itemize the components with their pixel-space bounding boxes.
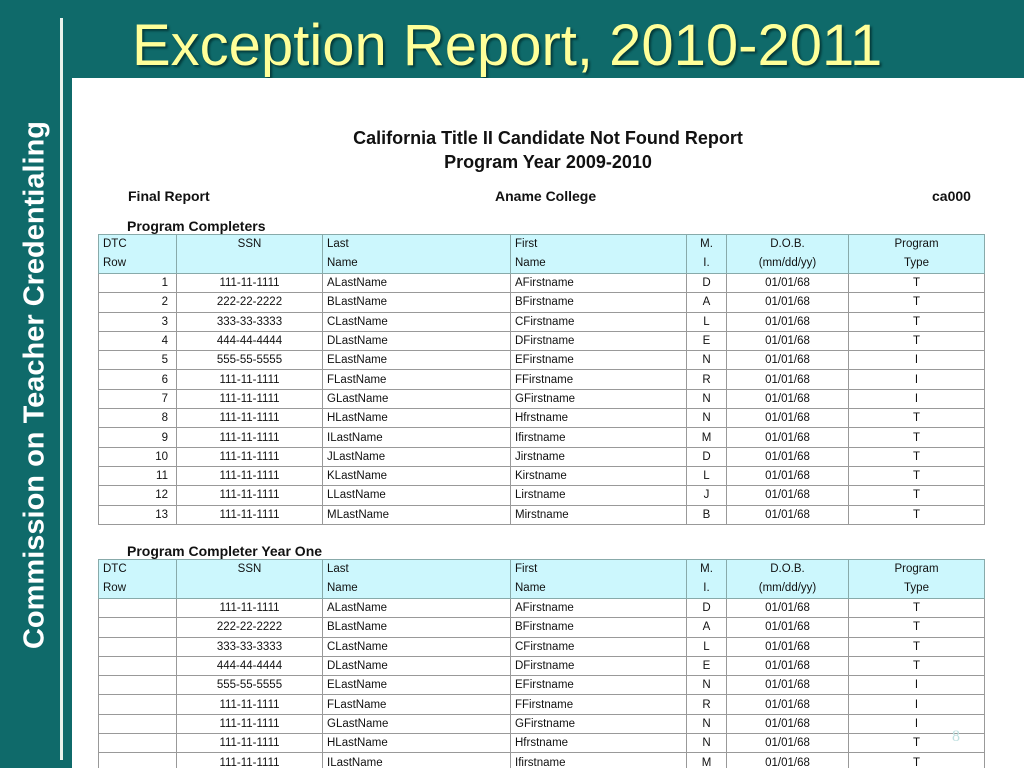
program-type-cell: T bbox=[849, 505, 985, 524]
dob-cell: 01/01/68 bbox=[727, 351, 849, 370]
ssn-header: SSN bbox=[177, 235, 323, 274]
ssn-cell: 111-11-1111 bbox=[177, 409, 323, 428]
dtc-row-cell: 1 bbox=[99, 274, 177, 293]
first-name-cell: AFirstname bbox=[511, 599, 687, 618]
last-name-cell: DLastName bbox=[323, 656, 511, 675]
table-header-row bbox=[99, 235, 985, 274]
middle-initial-cell: N bbox=[687, 389, 727, 408]
program-type-cell: I bbox=[849, 676, 985, 695]
middle-initial-header: M. I. bbox=[687, 235, 727, 274]
dtc-row-cell: 6 bbox=[99, 370, 177, 389]
dtc-row-cell: 8 bbox=[99, 409, 177, 428]
dtc-row-cell: 13 bbox=[99, 505, 177, 524]
dob-cell: 01/01/68 bbox=[727, 486, 849, 505]
program-type-cell: T bbox=[849, 486, 985, 505]
middle-initial-cell: M bbox=[687, 428, 727, 447]
last-name-cell: ELastName bbox=[323, 676, 511, 695]
table-row bbox=[99, 274, 985, 293]
ssn-cell: 111-11-1111 bbox=[177, 466, 323, 485]
table-row bbox=[99, 753, 985, 768]
middle-initial-cell: L bbox=[687, 637, 727, 656]
ssn-cell: 222-22-2222 bbox=[177, 618, 323, 637]
ssn-cell: 111-11-1111 bbox=[177, 599, 323, 618]
dob-cell: 01/01/68 bbox=[727, 505, 849, 524]
first-name-cell: BFirstname bbox=[511, 618, 687, 637]
first-name-cell: FFirstname bbox=[511, 370, 687, 389]
dtc-row-cell bbox=[99, 714, 177, 733]
dob-cell: 01/01/68 bbox=[727, 734, 849, 753]
dob-cell: 01/01/68 bbox=[727, 695, 849, 714]
middle-initial-cell: D bbox=[687, 274, 727, 293]
middle-initial-cell: N bbox=[687, 351, 727, 370]
ssn-cell: 111-11-1111 bbox=[177, 505, 323, 524]
program-type-header: Program Type bbox=[849, 235, 985, 274]
ssn-cell: 111-11-1111 bbox=[177, 714, 323, 733]
middle-initial-cell: D bbox=[687, 447, 727, 466]
dtc-row-cell: 11 bbox=[99, 466, 177, 485]
dob-cell: 01/01/68 bbox=[727, 293, 849, 312]
table-header-row bbox=[99, 560, 985, 599]
program-type-cell: T bbox=[849, 656, 985, 675]
last-name-cell: ILastName bbox=[323, 753, 511, 768]
report-subtitle: Program Year 2009-2010 bbox=[444, 152, 652, 172]
college-code: ca000 bbox=[932, 188, 971, 204]
dob-cell: 01/01/68 bbox=[727, 656, 849, 675]
last-name-cell: KLastName bbox=[323, 466, 511, 485]
ssn-cell: 444-44-4444 bbox=[177, 331, 323, 350]
program-type-cell: T bbox=[849, 599, 985, 618]
ssn-cell: 555-55-5555 bbox=[177, 351, 323, 370]
table-row bbox=[99, 714, 985, 733]
dob-cell: 01/01/68 bbox=[727, 447, 849, 466]
last-name-cell: BLastName bbox=[323, 293, 511, 312]
dtc-row-cell bbox=[99, 695, 177, 714]
last-name-cell: CLastName bbox=[323, 312, 511, 331]
dtc-row-cell bbox=[99, 656, 177, 675]
middle-initial-cell: E bbox=[687, 331, 727, 350]
last-name-cell: ALastName bbox=[323, 599, 511, 618]
dob-cell: 01/01/68 bbox=[727, 714, 849, 733]
ssn-cell: 111-11-1111 bbox=[177, 428, 323, 447]
last-name-header: Last Name bbox=[323, 235, 511, 274]
program-type-cell: I bbox=[849, 695, 985, 714]
middle-initial-cell: N bbox=[687, 409, 727, 428]
report-page bbox=[72, 78, 1024, 768]
ssn-header: SSN bbox=[177, 560, 323, 599]
last-name-cell: LLastName bbox=[323, 486, 511, 505]
first-name-cell: CFirstname bbox=[511, 637, 687, 656]
final-report-label: Final Report bbox=[128, 188, 210, 204]
first-name-cell: Ifirstname bbox=[511, 428, 687, 447]
ssn-cell: 222-22-2222 bbox=[177, 293, 323, 312]
middle-initial-cell: N bbox=[687, 734, 727, 753]
first-name-cell: GFirstname bbox=[511, 714, 687, 733]
dtc-row-cell: 9 bbox=[99, 428, 177, 447]
last-name-cell: GLastName bbox=[323, 714, 511, 733]
table-row bbox=[99, 370, 985, 389]
first-name-cell: DFirstname bbox=[511, 331, 687, 350]
dob-cell: 01/01/68 bbox=[727, 753, 849, 768]
table-row bbox=[99, 505, 985, 524]
ssn-cell: 111-11-1111 bbox=[177, 734, 323, 753]
dtc-row-cell bbox=[99, 676, 177, 695]
middle-initial-cell: D bbox=[687, 599, 727, 618]
dtc-row-header: DTC Row bbox=[99, 560, 177, 599]
middle-initial-cell: L bbox=[687, 312, 727, 331]
middle-initial-cell: E bbox=[687, 656, 727, 675]
dtc-row-cell bbox=[99, 753, 177, 768]
first-name-header: First Name bbox=[511, 560, 687, 599]
table-row bbox=[99, 466, 985, 485]
first-name-cell: Kirstname bbox=[511, 466, 687, 485]
middle-initial-header: M. I. bbox=[687, 560, 727, 599]
program-type-cell: T bbox=[849, 312, 985, 331]
middle-initial-cell: R bbox=[687, 695, 727, 714]
table-row bbox=[99, 293, 985, 312]
table-row bbox=[99, 409, 985, 428]
dob-cell: 01/01/68 bbox=[727, 409, 849, 428]
last-name-cell: GLastName bbox=[323, 389, 511, 408]
program-type-cell: I bbox=[849, 389, 985, 408]
first-name-cell: EFirstname bbox=[511, 676, 687, 695]
program-type-cell: T bbox=[849, 618, 985, 637]
dtc-row-cell: 12 bbox=[99, 486, 177, 505]
completers-table bbox=[98, 234, 985, 525]
dtc-row-cell: 2 bbox=[99, 293, 177, 312]
program-type-cell: I bbox=[849, 351, 985, 370]
dtc-row-cell bbox=[99, 599, 177, 618]
table-row bbox=[99, 637, 985, 656]
program-type-cell: T bbox=[849, 428, 985, 447]
section-title: Program Completer Year One bbox=[127, 543, 323, 559]
program-type-cell: T bbox=[849, 466, 985, 485]
first-name-cell: Hfrstname bbox=[511, 409, 687, 428]
dob-cell: 01/01/68 bbox=[727, 618, 849, 637]
year-one-table bbox=[98, 559, 985, 768]
first-name-cell: Ifirstname bbox=[511, 753, 687, 768]
dob-cell: 01/01/68 bbox=[727, 637, 849, 656]
table-row bbox=[99, 331, 985, 350]
ssn-cell: 333-33-3333 bbox=[177, 637, 323, 656]
last-name-cell: MLastName bbox=[323, 505, 511, 524]
slide-title: Exception Report, 2010-2011 bbox=[132, 13, 883, 78]
last-name-cell: ILastName bbox=[323, 428, 511, 447]
dtc-row-cell bbox=[99, 637, 177, 656]
first-name-cell: Jirstname bbox=[511, 447, 687, 466]
first-name-cell: Hfrstname bbox=[511, 734, 687, 753]
ssn-cell: 111-11-1111 bbox=[177, 447, 323, 466]
program-type-cell: T bbox=[849, 734, 985, 753]
ssn-cell: 111-11-1111 bbox=[177, 389, 323, 408]
first-name-cell: FFirstname bbox=[511, 695, 687, 714]
dob-cell: 01/01/68 bbox=[727, 370, 849, 389]
last-name-cell: DLastName bbox=[323, 331, 511, 350]
college-name: Aname College bbox=[495, 188, 597, 204]
middle-initial-cell: J bbox=[687, 486, 727, 505]
table-row bbox=[99, 389, 985, 408]
dtc-row-header: DTC Row bbox=[99, 235, 177, 274]
page-number: 8 bbox=[952, 728, 960, 745]
ssn-cell: 111-11-1111 bbox=[177, 486, 323, 505]
sidebar-label: Commission on Teacher Credentialing bbox=[18, 120, 51, 650]
table-row bbox=[99, 351, 985, 370]
dob-cell: 01/01/68 bbox=[727, 599, 849, 618]
last-name-cell: FLastName bbox=[323, 695, 511, 714]
dtc-row-cell: 4 bbox=[99, 331, 177, 350]
ssn-cell: 111-11-1111 bbox=[177, 753, 323, 768]
middle-initial-cell: N bbox=[687, 676, 727, 695]
dtc-row-cell: 10 bbox=[99, 447, 177, 466]
program-type-cell: T bbox=[849, 637, 985, 656]
middle-initial-cell: N bbox=[687, 714, 727, 733]
dob-header: D.O.B. (mm/dd/yy) bbox=[727, 560, 849, 599]
program-type-cell: T bbox=[849, 274, 985, 293]
table-row bbox=[99, 695, 985, 714]
dob-cell: 01/01/68 bbox=[727, 389, 849, 408]
program-type-cell: T bbox=[849, 331, 985, 350]
first-name-cell: Mirstname bbox=[511, 505, 687, 524]
middle-initial-cell: L bbox=[687, 466, 727, 485]
first-name-cell: EFirstname bbox=[511, 351, 687, 370]
table-row bbox=[99, 676, 985, 695]
last-name-cell: HLastName bbox=[323, 409, 511, 428]
table-row bbox=[99, 734, 985, 753]
program-type-cell: I bbox=[849, 714, 985, 733]
ssn-cell: 111-11-1111 bbox=[177, 274, 323, 293]
program-type-cell: T bbox=[849, 447, 985, 466]
first-name-cell: CFirstname bbox=[511, 312, 687, 331]
last-name-cell: FLastName bbox=[323, 370, 511, 389]
dob-cell: 01/01/68 bbox=[727, 331, 849, 350]
ssn-cell: 111-11-1111 bbox=[177, 695, 323, 714]
dtc-row-cell bbox=[99, 734, 177, 753]
last-name-cell: ALastName bbox=[323, 274, 511, 293]
last-name-cell: HLastName bbox=[323, 734, 511, 753]
first-name-cell: DFirstname bbox=[511, 656, 687, 675]
ssn-cell: 333-33-3333 bbox=[177, 312, 323, 331]
table-row bbox=[99, 312, 985, 331]
table-row bbox=[99, 618, 985, 637]
first-name-cell: AFirstname bbox=[511, 274, 687, 293]
sidebar-divider bbox=[60, 18, 63, 760]
last-name-cell: ELastName bbox=[323, 351, 511, 370]
dob-cell: 01/01/68 bbox=[727, 274, 849, 293]
ssn-cell: 111-11-1111 bbox=[177, 370, 323, 389]
middle-initial-cell: M bbox=[687, 753, 727, 768]
report-title: California Title II Candidate Not Found Report bbox=[353, 128, 743, 148]
last-name-cell: JLastName bbox=[323, 447, 511, 466]
ssn-cell: 555-55-5555 bbox=[177, 676, 323, 695]
first-name-cell: Lirstname bbox=[511, 486, 687, 505]
dob-header: D.O.B. (mm/dd/yy) bbox=[727, 235, 849, 274]
program-type-cell: I bbox=[849, 370, 985, 389]
dob-cell: 01/01/68 bbox=[727, 676, 849, 695]
dtc-row-cell: 3 bbox=[99, 312, 177, 331]
middle-initial-cell: A bbox=[687, 618, 727, 637]
program-type-cell: T bbox=[849, 753, 985, 768]
table-row bbox=[99, 447, 985, 466]
dob-cell: 01/01/68 bbox=[727, 466, 849, 485]
first-name-cell: GFirstname bbox=[511, 389, 687, 408]
dtc-row-cell: 5 bbox=[99, 351, 177, 370]
dob-cell: 01/01/68 bbox=[727, 428, 849, 447]
section-title: Program Completers bbox=[127, 218, 266, 234]
dob-cell: 01/01/68 bbox=[727, 312, 849, 331]
program-type-header: Program Type bbox=[849, 560, 985, 599]
ssn-cell: 444-44-4444 bbox=[177, 656, 323, 675]
last-name-header: Last Name bbox=[323, 560, 511, 599]
middle-initial-cell: R bbox=[687, 370, 727, 389]
last-name-cell: BLastName bbox=[323, 618, 511, 637]
table-row bbox=[99, 428, 985, 447]
first-name-cell: BFirstname bbox=[511, 293, 687, 312]
middle-initial-cell: A bbox=[687, 293, 727, 312]
first-name-header: First Name bbox=[511, 235, 687, 274]
table-row bbox=[99, 486, 985, 505]
program-type-cell: T bbox=[849, 409, 985, 428]
program-type-cell: T bbox=[849, 293, 985, 312]
table-row bbox=[99, 599, 985, 618]
dtc-row-cell: 7 bbox=[99, 389, 177, 408]
middle-initial-cell: B bbox=[687, 505, 727, 524]
table-row bbox=[99, 656, 985, 675]
last-name-cell: CLastName bbox=[323, 637, 511, 656]
dtc-row-cell bbox=[99, 618, 177, 637]
